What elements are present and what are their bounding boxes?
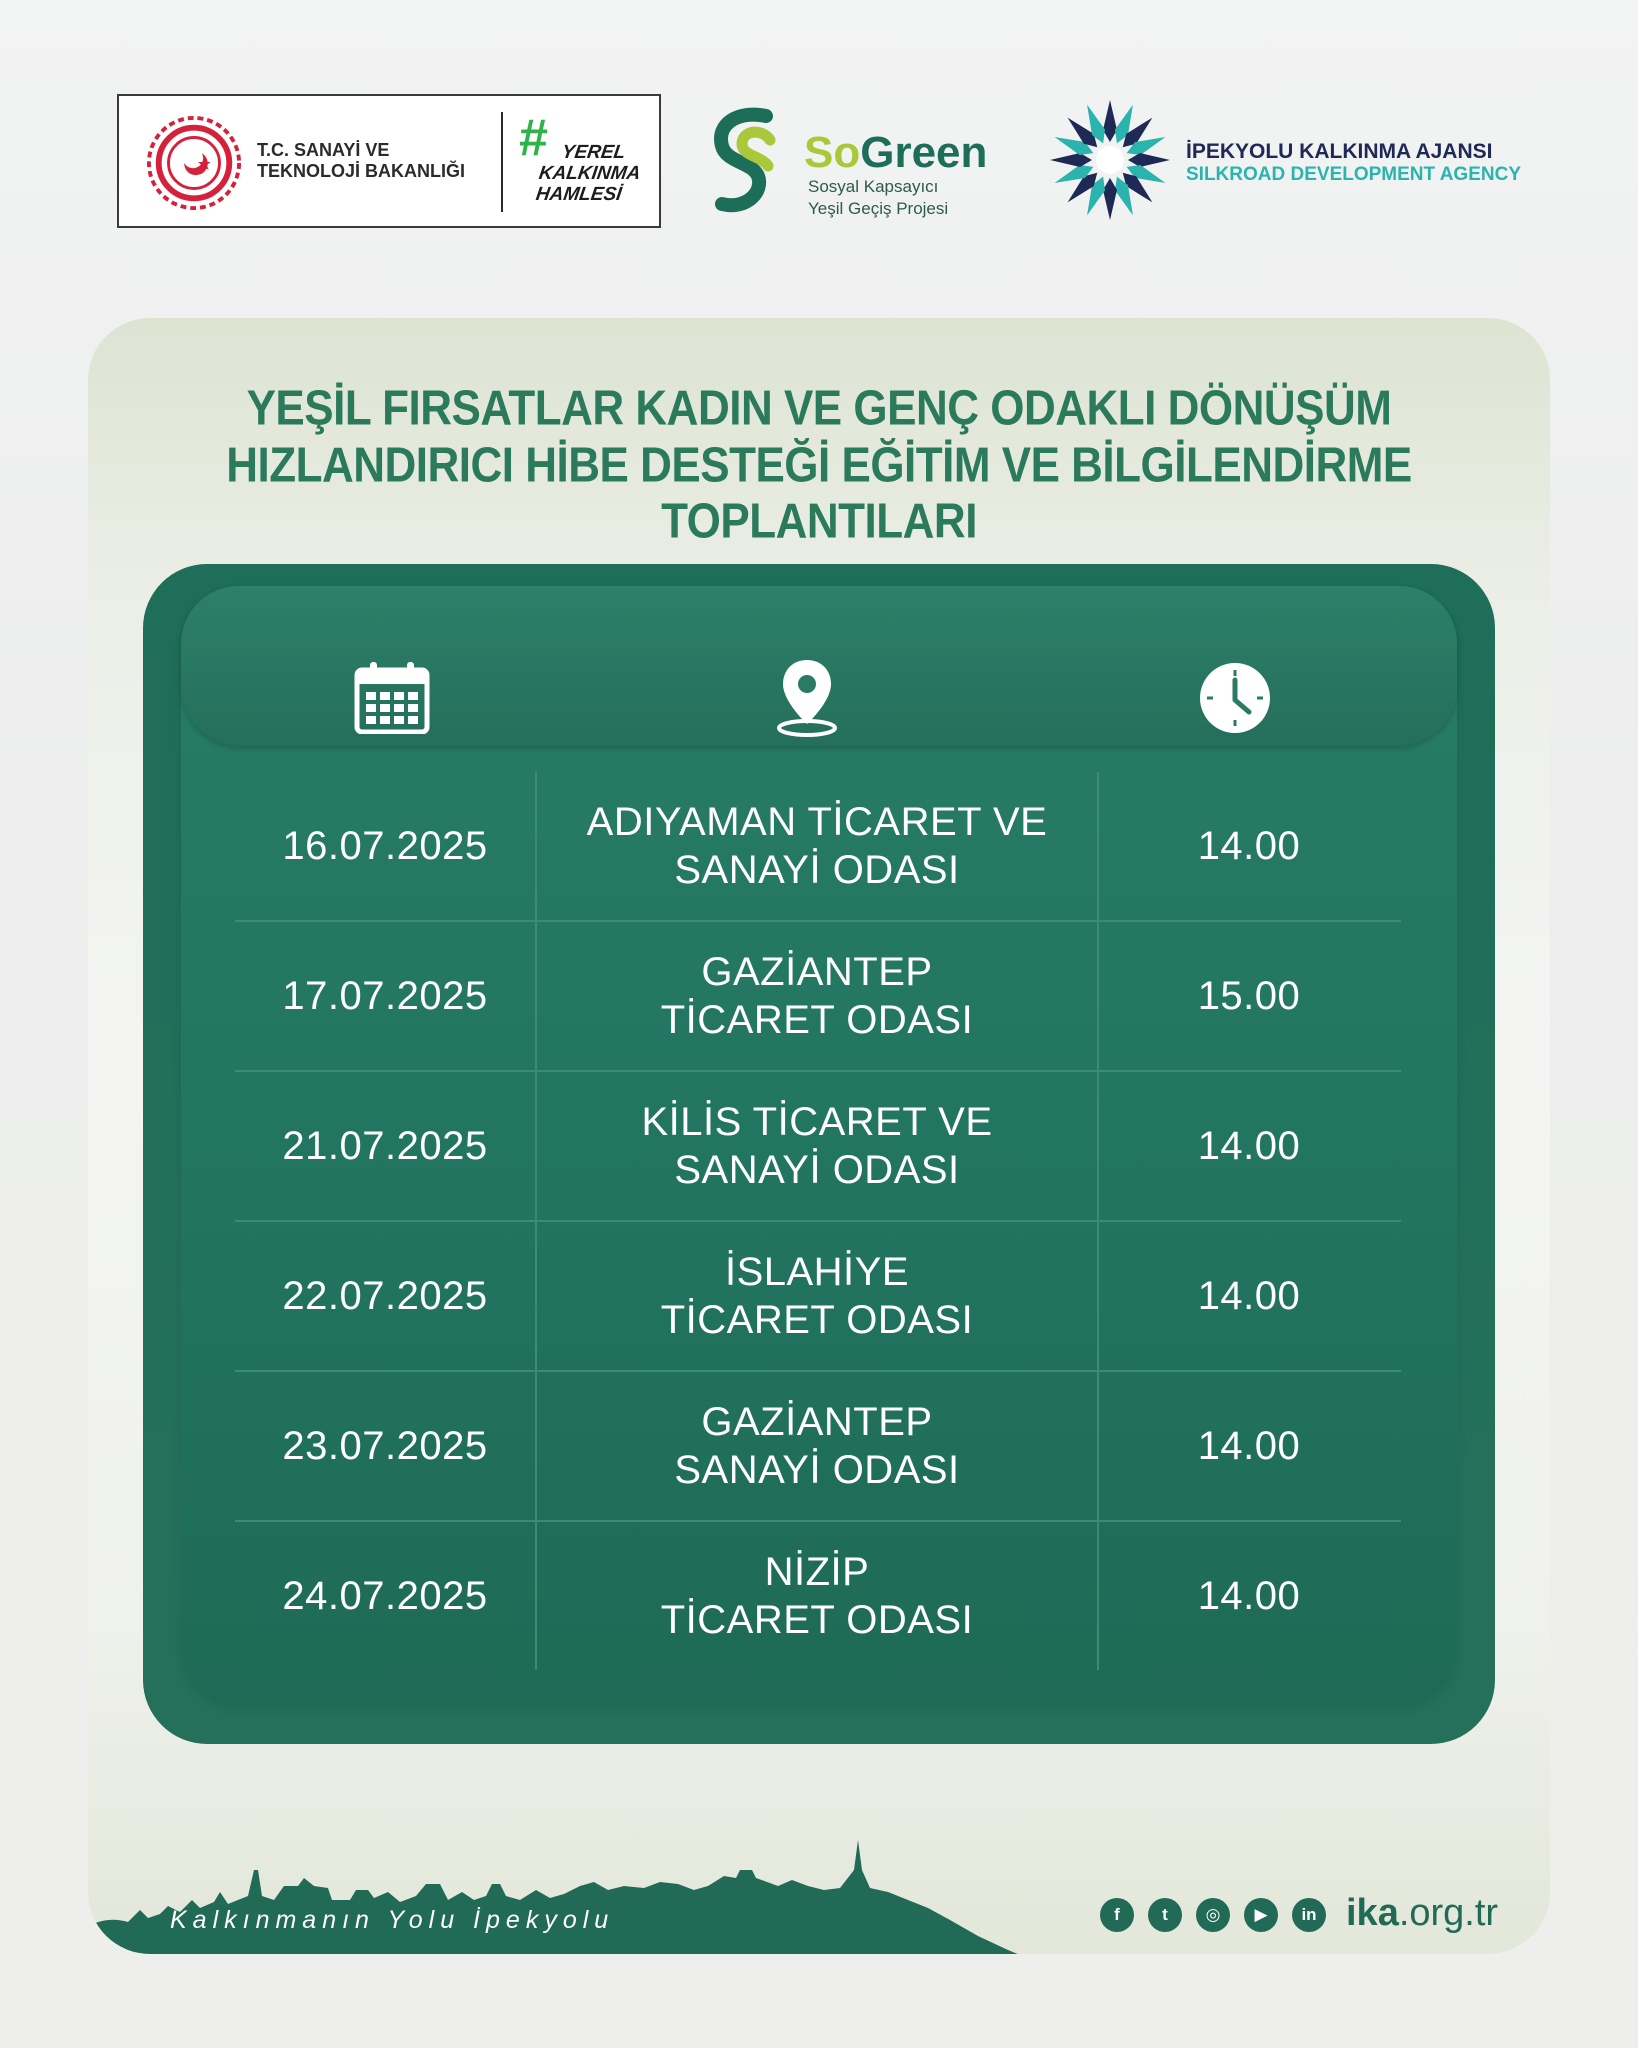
table-row: [235, 772, 1401, 920]
time-cell: 14.00: [1197, 1574, 1301, 1618]
website-link-rest: .org.tr: [1398, 1892, 1499, 1934]
time-cell: 14.00: [1197, 1274, 1301, 1318]
place-cell: [535, 1372, 1099, 1520]
page-title-line2: HIZLANDIRICI HİBE DESTEĞİ EĞİTİM VE BİLGİLENDİRME TOPLANTILARI: [226, 438, 1412, 549]
agency-subtitle: SILKROAD DEVELOPMENT AGENCY: [1186, 164, 1521, 185]
ika-logo-petal: [1050, 153, 1092, 167]
hashtag-line2: KALKINMA: [537, 163, 642, 184]
ika-logo-icon: [1048, 98, 1172, 222]
website-link-bold: ika: [1346, 1892, 1399, 1934]
place-cell: [535, 922, 1099, 1070]
place-line1: NİZİP: [764, 1550, 870, 1594]
hashtag-mark: #: [519, 109, 548, 167]
place-line2: SANAYİ ODASI: [674, 1448, 960, 1492]
logo-divider: [501, 112, 503, 212]
place-line2: SANAYİ ODASI: [674, 1148, 960, 1192]
twitter-icon[interactable]: t: [1148, 1898, 1182, 1932]
sogreen-subtitle-2: Yeşil Geçiş Projesi: [808, 199, 949, 218]
schedule-table-body: [181, 586, 1457, 1706]
date-cell: 24.07.2025: [282, 1574, 488, 1618]
table-row: [235, 920, 1401, 1070]
date-cell: 22.07.2025: [282, 1274, 488, 1318]
linkedin-icon[interactable]: in: [1292, 1898, 1326, 1932]
ministry-name: [257, 140, 487, 182]
sogreen-title-so: So: [804, 128, 861, 177]
sogreen-title-green: Green: [860, 128, 988, 177]
table-row: [235, 1070, 1401, 1220]
ministry-logo-box: [117, 94, 661, 228]
time-cell: 15.00: [1197, 974, 1301, 1018]
place-line1: ADIYAMAN TİCARET VE: [586, 800, 1048, 844]
announcement-card: [88, 318, 1550, 1954]
clock-icon: [1199, 662, 1271, 734]
sogreen-subtitle-1: Sosyal Kapsayıcı: [808, 177, 939, 196]
table-row: [235, 1370, 1401, 1520]
date-cell: 21.07.2025: [282, 1124, 488, 1168]
place-cell: [535, 1522, 1099, 1670]
time-cell: 14.00: [1197, 824, 1301, 868]
place-line2: TİCARET ODASI: [660, 1298, 974, 1342]
place-line2: SANAYİ ODASI: [674, 848, 960, 892]
youtube-icon[interactable]: ▶: [1244, 1898, 1278, 1932]
place-cell: [535, 1222, 1099, 1370]
ika-logo-petal: [1128, 153, 1170, 167]
hashtag-line1: YEREL: [560, 142, 627, 163]
place-line1: KİLİS TİCARET VE: [641, 1100, 993, 1144]
date-cell: 17.07.2025: [282, 974, 488, 1018]
place-line1: GAZİANTEP: [701, 950, 933, 994]
place-line1: GAZİANTEP: [701, 1400, 933, 1444]
table-rows: [235, 772, 1401, 1670]
sogreen-logo-icon: [708, 106, 790, 222]
facebook-icon[interactable]: f: [1100, 1898, 1134, 1932]
table-header: [181, 586, 1457, 746]
place-cell: [535, 1072, 1099, 1220]
place-line1: İSLAHİYE: [724, 1250, 910, 1294]
page-title-line1: YEŞİL FIRSATLAR KADIN VE GENÇ ODAKLI DÖNÜŞÜM: [246, 381, 1392, 436]
calendar-icon: [354, 662, 430, 734]
ministry-name-line2: TEKNOLOJİ BAKANLIĞI: [257, 161, 466, 181]
time-cell: 14.00: [1197, 1424, 1301, 1468]
slogan: Kalkınmanın Yolu İpekyolu: [170, 1906, 615, 1934]
city-skyline-illustration: [88, 1830, 1088, 1954]
table-row: [235, 1520, 1401, 1670]
instagram-icon[interactable]: ◎: [1196, 1898, 1230, 1932]
hashtag-line3: HAMLESİ: [534, 184, 624, 205]
agency-name: İPEKYOLU KALKINMA AJANSI: [1186, 140, 1493, 163]
sogreen-title: [804, 130, 987, 176]
table-row: [235, 1220, 1401, 1370]
ministry-name-line1: T.C. SANAYİ VE: [257, 140, 390, 160]
website-link[interactable]: [1346, 1892, 1498, 1935]
place-line2: TİCARET ODASI: [660, 998, 974, 1042]
place-cell: [535, 772, 1099, 920]
schedule-table: [143, 564, 1495, 1744]
date-cell: 23.07.2025: [282, 1424, 488, 1468]
hashtag-text: [535, 142, 664, 205]
ministry-emblem-icon: [145, 114, 243, 212]
ika-logo-petal: [1103, 178, 1117, 220]
time-cell: 14.00: [1197, 1124, 1301, 1168]
place-line2: TİCARET ODASI: [660, 1598, 974, 1642]
ika-logo-petal: [1103, 100, 1117, 142]
date-cell: 16.07.2025: [282, 824, 488, 868]
location-pin-icon: [775, 658, 839, 738]
